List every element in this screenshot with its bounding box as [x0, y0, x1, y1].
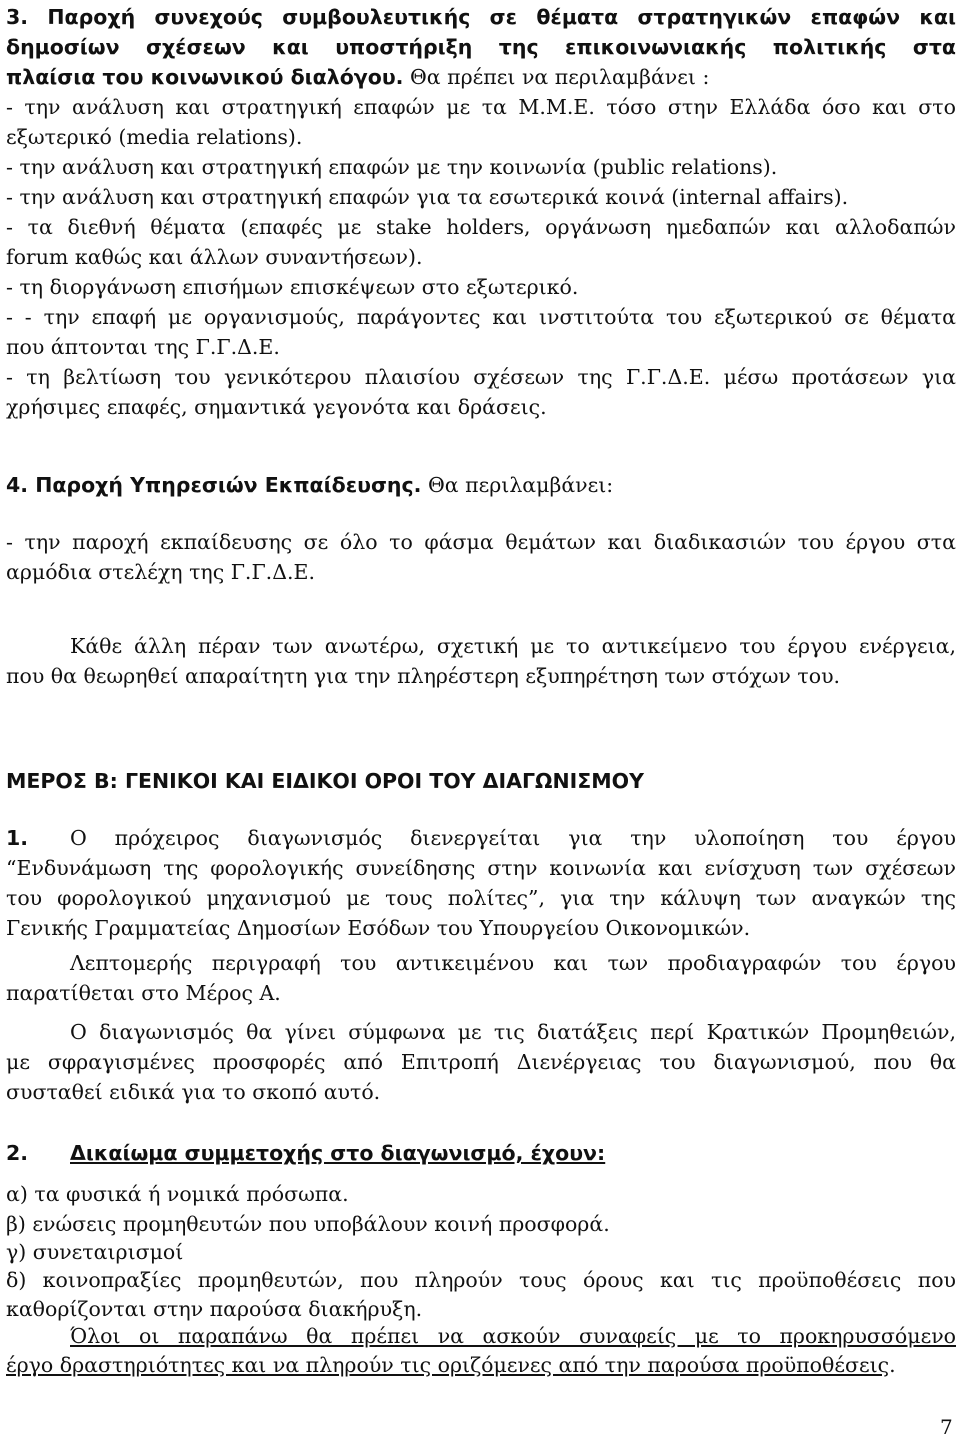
section3-heading-line3 [6, 62, 956, 92]
section4-heading-bold: 4. Παροχή Υπηρεσιών Εκπαίδευσης. [6, 473, 422, 497]
part-b-title: ΜΕΡΟΣ Β: ΓΕΝΙΚΟΙ ΚΑΙ ΕΙΔΙΚΟΙ ΟΡΟΙ ΤΟΥ ΔΙΑΓΩΝΙΣΜΟΥ [6, 769, 644, 793]
item1-line3: του φορολογικού μηχανισμού με τους πολίτες”, για την κάλυψη των αναγκών της [6, 886, 956, 910]
section3-item-organisations-line1: - - την επαφή με οργανισμούς, παράγοντες και ινστιτούτα του εξωτερικού σε θέματα [6, 305, 956, 329]
section3-item-organisations-line2: που άπτονται της Γ.Γ.Δ.Ε. [6, 335, 280, 359]
details-line2: παρατίθεται στο Μέρος Α. [6, 981, 281, 1005]
section3-item-media-line1: - την ανάλυση και στρατηγική επαφών με τα Μ.Μ.Ε. τόσο στην Ελλάδα όσο και στο [6, 95, 956, 119]
section4-paragraph-line1: Κάθε άλλη πέραν των ανωτέρω, σχετική με το αντικείμενο του έργου ενέργεια, [70, 634, 956, 658]
section4-heading [6, 470, 956, 500]
section3-item-visits: - τη διοργάνωση επισήμων επισκέψεων στο εξωτερικό. [6, 275, 579, 299]
section3-heading-line2: δημοσίων σχέσεων και υποστήριξη της επικοινωνιακής πολιτικής στα [6, 35, 956, 59]
section3-heading-line3-rest: Θα πρέπει να περιλαμβάνει : [403, 65, 710, 89]
section4-paragraph-line2: που θα θεωρηθεί απαραίτητη για την πληρέστερη εξυπηρέτηση των στόχων του. [6, 664, 841, 688]
item2-number: 2. [6, 1141, 29, 1165]
section3-item-improvement-line1: - τη βελτίωση του γενικότερου πλαισίου σχέσεων της Γ.Γ.Δ.Ε. μέσω προτάσεων για [6, 365, 956, 389]
section3-heading-line1: 3. Παροχή συνεχούς συμβουλευτικής σε θέματα στρατηγικών επαφών και [6, 5, 956, 29]
section3-item-internal: - την ανάλυση και στρατηγική επαφών για τα εσωτερικά κοινά (internal affairs). [6, 185, 849, 209]
section3-item-media-line2: εξωτερικό (media relations). [6, 125, 303, 149]
section4-item-line1: - την παροχή εκπαίδευσης σε όλο το φάσμα θεμάτων και διαδικασιών του έργου στα [6, 530, 956, 554]
eligibility-note-line1: Όλοι οι παραπάνω θα πρέπει να ασκούν συναφείς με το προκηρυσσόμενο [70, 1324, 956, 1348]
eligibility-note-line2-text: έργο δραστηριότητες και να πληρούν τις οριζόμενες από την παρούσα προϋποθέσεις [6, 1353, 890, 1377]
competition-line3: συσταθεί ειδικά για το σκοπό αυτό. [6, 1080, 381, 1104]
eligibility-d-line2: καθορίζονται στην παρούσα διακήρυξη. [6, 1297, 423, 1321]
item2-heading: Δικαίωμα συμμετοχής στο διαγωνισμό, έχουν: [70, 1141, 606, 1165]
item1-line4: Γενικής Γραμματείας Δημοσίων Εσόδων του Υπουργείου Οικονομικών. [6, 916, 751, 940]
section4-item-line2: αρμόδια στελέχη της Γ.Γ.Δ.Ε. [6, 560, 315, 584]
details-line1: Λεπτομερής περιγραφή του αντικειμένου και των προδιαγραφών του έργου [70, 951, 956, 975]
eligibility-b: β) ενώσεις προμηθευτών που υποβάλουν κοινή προσφορά. [6, 1212, 610, 1236]
competition-line1: Ο διαγωνισμός θα γίνει σύμφωνα με τις διατάξεις περί Κρατικών Προμηθειών, [70, 1020, 956, 1044]
section3-item-improvement-line2: χρήσιμες επαφές, σημαντικά γεγονότα και δράσεις. [6, 395, 547, 419]
item1-number: 1. [6, 826, 29, 850]
eligibility-note-line2-end: . [889, 1353, 896, 1377]
eligibility-d-line1: δ) κοινοπραξίες προμηθευτών, που πληρούν τους όρους και τις προϋποθέσεις που [6, 1268, 956, 1292]
page-number: 7 [940, 1415, 953, 1439]
eligibility-a: α) τα φυσικά ή νομικά πρόσωπα. [6, 1182, 349, 1206]
item1-line1: Ο πρόχειρος διαγωνισμός διενεργείται για την υλοποίηση του έργου [70, 826, 956, 850]
competition-line2: με σφραγισμένες προσφορές από Επιτροπή Διενέργειας του διαγωνισμού, που θα [6, 1050, 956, 1074]
section4-heading-rest: Θα περιλαμβάνει: [421, 473, 614, 497]
item1-line2: “Ενδυνάμωση της φορολογικής συνείδησης στην κοινωνία και ενίσχυση των σχέσεων [6, 856, 956, 880]
eligibility-note-line2 [6, 1350, 956, 1380]
section3-item-international-line1: - τα διεθνή θέματα (επαφές με stake holders, οργάνωση ημεδαπών και αλλοδαπών [6, 215, 956, 239]
section3-item-international-line2: forum καθώς και άλλων συναντήσεων). [6, 245, 423, 269]
section3-heading-line3-bold: πλαίσια του κοινωνικού διαλόγου. [6, 65, 404, 89]
section3-item-public: - την ανάλυση και στρατηγική επαφών με την κοινωνία (public relations). [6, 155, 778, 179]
eligibility-c: γ) συνεταιρισμοί [6, 1240, 184, 1264]
